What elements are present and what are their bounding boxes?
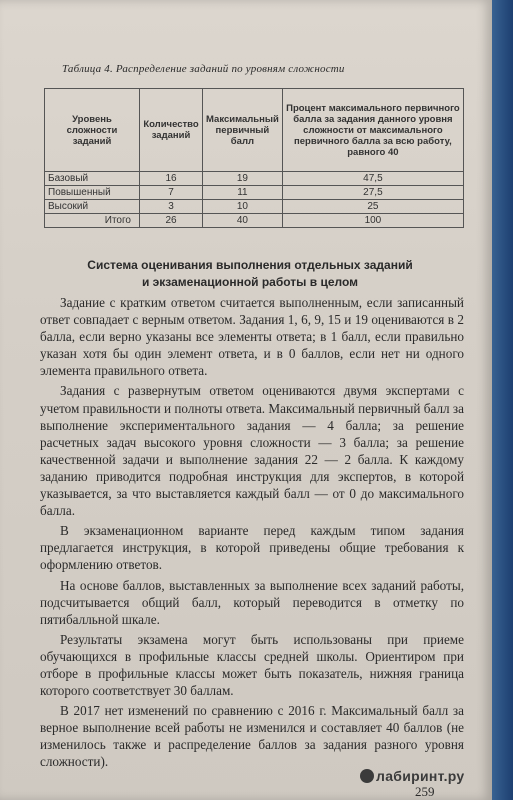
header-level: Уровень сложности заданий: [45, 89, 140, 172]
distribution-table: [44, 88, 464, 228]
level-cell: Высокий: [45, 200, 140, 214]
header-max-score: Максимальный первичный балл: [203, 89, 283, 172]
paragraph: В экзаменационном варианте перед каждым типом задания предлагается инструкция, в которой приведены общие требования к оформлению ответов.: [40, 523, 464, 573]
percent-cell: 27,5: [282, 186, 463, 200]
count-cell: 7: [140, 186, 203, 200]
section-heading-line2: и экзаменационной работы в целом: [141, 275, 359, 289]
header-count: Количество заданий: [140, 89, 203, 172]
table-header-row: [45, 89, 464, 172]
table-row: [45, 200, 464, 214]
page-number: 259: [415, 784, 435, 799]
header-percent: Процент максимального первичного балла за задания данного уровня сложности от максимального первичного балла за всю работу, равного 40: [282, 89, 463, 172]
score-cell: 19: [203, 172, 283, 186]
total-label-cell: Итого: [45, 214, 140, 228]
watermark-text: лабиринт.ру: [376, 768, 465, 784]
level-cell: Повышенный: [45, 186, 140, 200]
percent-cell: 25: [282, 200, 463, 214]
paragraph: Задание с кратким ответом считается выполненным, если записанный ответ совпадает с верным ответом. Задания 1, 6, 9, 15 и 19 оцениваются в 2 балла, если верно указаны все элементы ответа; в 1 балл, если правильно указан хотя бы один элемент ответа, и в 0 баллов, если нет ни одного элемента правильного ответа.: [40, 295, 464, 379]
body-text: [40, 294, 464, 774]
score-cell: 11: [203, 186, 283, 200]
percent-cell: 47,5: [282, 172, 463, 186]
count-cell: 3: [140, 200, 203, 214]
watermark: [360, 768, 465, 784]
table-row: [45, 172, 464, 186]
table-row: [45, 186, 464, 200]
level-cell: Базовый: [45, 172, 140, 186]
labirint-logo-icon: [360, 769, 374, 783]
count-cell: 16: [140, 172, 203, 186]
paragraph: Задания с развернутым ответом оцениваются двумя экспертами с учетом правильности и полноты ответа. Максимальный первичный балл за выполнение экспериментального задания — 4 балла; за решение расчетных задач высокого уровня сложности — 3 балла; за решение качественной задачи и выполнение задания 22 — 2 балла. К каждому заданию приводится подробная инструкция для экспертов, в которой указывается, за что выставляется каждый балл — от 0 до максимального балла.: [40, 383, 464, 519]
table-total-row: [45, 214, 464, 228]
table-caption: Таблица 4. Распределение заданий по уровням сложности: [62, 63, 345, 75]
score-cell: 10: [203, 200, 283, 214]
score-cell: 40: [203, 214, 283, 228]
paragraph: В 2017 нет изменений по сравнению с 2016 г. Максимальный балл за верное выполнение всей работы не изменился и составляет 40 баллов (не изменилось также и распределение баллов за задания разного уровня сложности).: [40, 703, 464, 770]
percent-cell: 100: [282, 214, 463, 228]
count-cell: 26: [140, 214, 203, 228]
paragraph: Результаты экзамена могут быть использованы при приеме обучающихся в профильные классы средней школы. Ориентиром при отборе в профильные классы может быть показатель, нижняя граница которого соответствует 30 баллам.: [40, 631, 464, 699]
section-heading: [40, 257, 460, 291]
paragraph: На основе баллов, выставленных за выполнение всех заданий работы, подсчитывается общий балл, который переводится в отметку по пятибалльной шкале.: [40, 577, 464, 627]
section-heading-line1: Система оценивания выполнения отдельных заданий: [87, 258, 413, 272]
